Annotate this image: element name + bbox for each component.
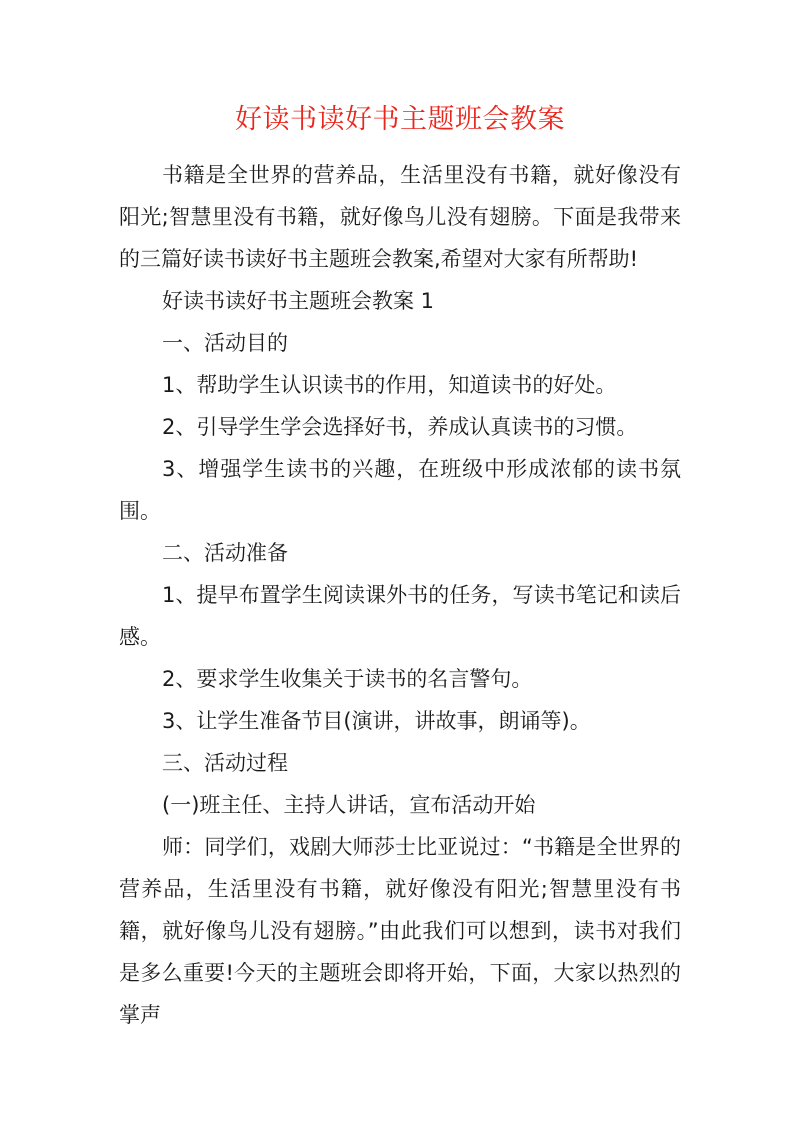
document-title: 好读书读好书主题班会教案	[235, 104, 565, 135]
heading-activity-purpose: 一、活动目的	[162, 331, 288, 355]
teacher-speech-paragraph: 师：同学们，戏剧大师莎士比亚说过：“书籍是全世界的营养品，生活里没有书籍，就好像没有阳光;智慧里没有书籍，就好像鸟儿没有翅膀。”由此我们可以想到，读书对我们是多么重要!今天的主题班会即将开始，下面，大家以热烈的掌声	[119, 835, 681, 1027]
purpose-item-3: 3、增强学生读书的兴趣，在班级中形成浓郁的读书氛围。	[119, 457, 681, 523]
preparation-item-3: 3、让学生准备节目(演讲，讲故事，朗诵等)。	[162, 709, 591, 733]
document-page	[119, 100, 681, 1036]
intro-paragraph: 书籍是全世界的营养品，生活里没有书籍，就好像没有阳光;智慧里没有书籍，就好像鸟儿没有翅膀。下面是我带来的三篇好读书读好书主题班会教案,希望对大家有所帮助!	[119, 163, 681, 271]
preparation-item-1: 1、提早布置学生阅读课外书的任务，写读书笔记和读后感。	[119, 583, 681, 649]
heading-activity-process: 三、活动过程	[162, 751, 288, 775]
heading-activity-preparation: 二、活动准备	[162, 541, 288, 565]
purpose-item-2: 2、引导学生学会选择好书，养成认真读书的习惯。	[162, 415, 638, 439]
purpose-item-1: 1、帮助学生认识读书的作用，知道读书的好处。	[162, 373, 617, 397]
preparation-item-2: 2、要求学生收集关于读书的名言警句。	[162, 667, 533, 691]
process-step-1: (一)班主任、主持人讲话，宣布活动开始	[162, 793, 536, 817]
section-subtitle: 好读书读好书主题班会教案 1	[162, 289, 435, 313]
